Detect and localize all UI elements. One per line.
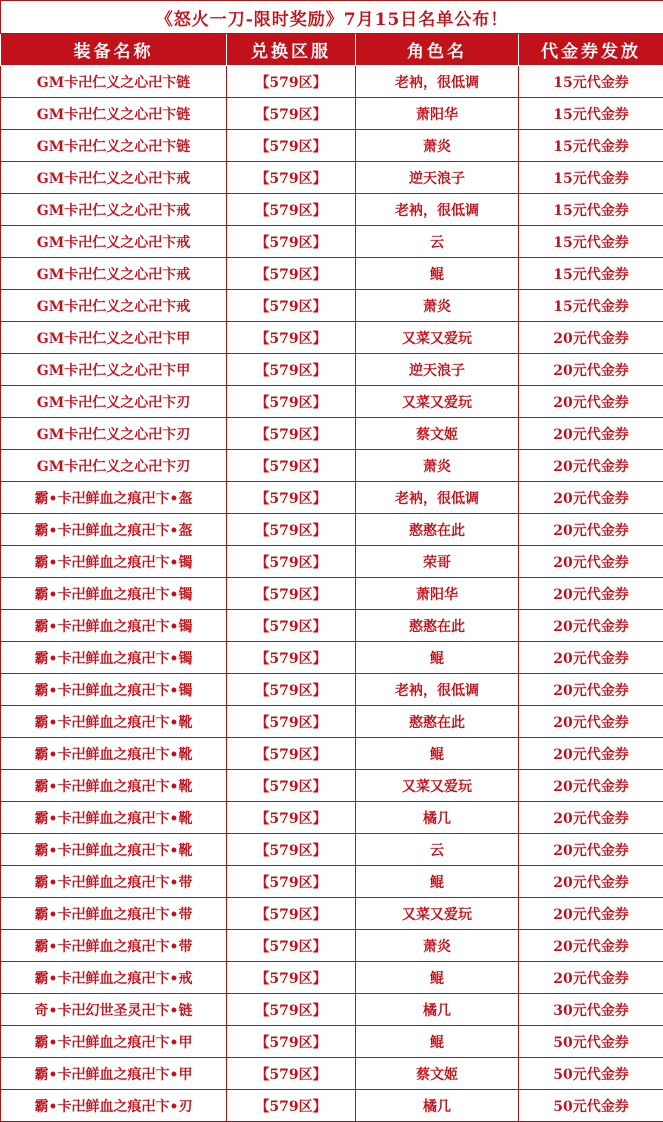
voucher-cell: 20元代金券	[519, 642, 663, 674]
table-row	[1, 994, 663, 1026]
server-cell: 【579区】	[227, 962, 356, 994]
table-row	[1, 674, 663, 706]
table-row	[1, 770, 663, 802]
table-row	[1, 546, 663, 578]
server-cell: 【579区】	[227, 834, 356, 866]
character-name-cell: 又菜又爱玩	[356, 770, 519, 802]
title-row	[1, 1, 663, 34]
server-cell: 【579区】	[227, 1026, 356, 1058]
equipment-name-cell: 霸•卡卍鲜血之痕卍卞•带	[1, 866, 227, 898]
server-cell: 【579区】	[227, 514, 356, 546]
table-row	[1, 482, 663, 514]
table-row	[1, 1026, 663, 1058]
voucher-cell: 15元代金券	[519, 66, 663, 98]
voucher-cell: 20元代金券	[519, 962, 663, 994]
character-name-cell: 老衲，很低调	[356, 194, 519, 226]
column-header-character: 角色名	[356, 34, 519, 66]
table-row	[1, 354, 663, 386]
table-row	[1, 514, 663, 546]
server-cell: 【579区】	[227, 706, 356, 738]
voucher-cell: 20元代金券	[519, 898, 663, 930]
equipment-name-cell: 霸•卡卍鲜血之痕卍卞•刃	[1, 1090, 227, 1122]
character-name-cell: 萧阳华	[356, 98, 519, 130]
column-header-voucher: 代金券发放	[519, 34, 663, 66]
character-name-cell: 逆天浪子	[356, 354, 519, 386]
voucher-cell: 20元代金券	[519, 738, 663, 770]
voucher-cell: 15元代金券	[519, 258, 663, 290]
server-cell: 【579区】	[227, 194, 356, 226]
character-name-cell: 云	[356, 226, 519, 258]
equipment-name-cell: 霸•卡卍鲜血之痕卍卞•靴	[1, 770, 227, 802]
character-name-cell: 蔡文姬	[356, 418, 519, 450]
character-name-cell: 鲲	[356, 1026, 519, 1058]
equipment-name-cell: 霸•卡卍鲜血之痕卍卞•甲	[1, 1058, 227, 1090]
character-name-cell: 憨憨在此	[356, 514, 519, 546]
header-row	[1, 34, 663, 66]
voucher-cell: 15元代金券	[519, 194, 663, 226]
equipment-name-cell: GM卡卍仁义之心卍卞刃	[1, 450, 227, 482]
table-row	[1, 258, 663, 290]
table-row	[1, 290, 663, 322]
server-cell: 【579区】	[227, 994, 356, 1026]
equipment-name-cell: 霸•卡卍鲜血之痕卍卞•镯	[1, 642, 227, 674]
equipment-name-cell: 霸•卡卍鲜血之痕卍卞•镯	[1, 578, 227, 610]
server-cell: 【579区】	[227, 290, 356, 322]
server-cell: 【579区】	[227, 354, 356, 386]
server-cell: 【579区】	[227, 450, 356, 482]
column-header-equipment: 装备名称	[1, 34, 227, 66]
table-row	[1, 706, 663, 738]
server-cell: 【579区】	[227, 418, 356, 450]
character-name-cell: 萧炎	[356, 930, 519, 962]
equipment-name-cell: 霸•卡卍鲜血之痕卍卞•甲	[1, 1026, 227, 1058]
voucher-cell: 20元代金券	[519, 770, 663, 802]
character-name-cell: 橘几	[356, 994, 519, 1026]
character-name-cell: 老衲，很低调	[356, 482, 519, 514]
table-row	[1, 578, 663, 610]
voucher-cell: 15元代金券	[519, 290, 663, 322]
character-name-cell: 鲲	[356, 642, 519, 674]
server-cell: 【579区】	[227, 546, 356, 578]
character-name-cell: 萧炎	[356, 130, 519, 162]
voucher-cell: 20元代金券	[519, 706, 663, 738]
equipment-name-cell: GM卡卍仁义之心卍卞戒	[1, 162, 227, 194]
table-row	[1, 930, 663, 962]
character-name-cell: 萧炎	[356, 290, 519, 322]
voucher-cell: 20元代金券	[519, 386, 663, 418]
server-cell: 【579区】	[227, 130, 356, 162]
table-row	[1, 802, 663, 834]
equipment-name-cell: GM卡卍仁义之心卍卞戒	[1, 258, 227, 290]
equipment-name-cell: GM卡卍仁义之心卍卞刃	[1, 386, 227, 418]
voucher-cell: 50元代金券	[519, 1058, 663, 1090]
voucher-cell: 15元代金券	[519, 162, 663, 194]
equipment-name-cell: 霸•卡卍鲜血之痕卍卞•镯	[1, 674, 227, 706]
server-cell: 【579区】	[227, 98, 356, 130]
character-name-cell: 憨憨在此	[356, 706, 519, 738]
voucher-cell: 20元代金券	[519, 354, 663, 386]
character-name-cell: 萧阳华	[356, 578, 519, 610]
equipment-name-cell: 霸•卡卍鲜血之痕卍卞•靴	[1, 802, 227, 834]
server-cell: 【579区】	[227, 66, 356, 98]
equipment-name-cell: GM卡卍仁义之心卍卞链	[1, 66, 227, 98]
server-cell: 【579区】	[227, 898, 356, 930]
server-cell: 【579区】	[227, 162, 356, 194]
server-cell: 【579区】	[227, 1090, 356, 1122]
character-name-cell: 又菜又爱玩	[356, 386, 519, 418]
voucher-cell: 20元代金券	[519, 322, 663, 354]
table-row	[1, 98, 663, 130]
equipment-name-cell: GM卡卍仁义之心卍卞戒	[1, 290, 227, 322]
voucher-cell: 20元代金券	[519, 866, 663, 898]
server-cell: 【579区】	[227, 578, 356, 610]
column-header-server: 兑换区服	[227, 34, 356, 66]
equipment-name-cell: GM卡卍仁义之心卍卞甲	[1, 354, 227, 386]
equipment-name-cell: 霸•卡卍鲜血之痕卍卞•镯	[1, 610, 227, 642]
table-row	[1, 226, 663, 258]
table-row	[1, 1090, 663, 1122]
voucher-cell: 15元代金券	[519, 130, 663, 162]
equipment-name-cell: GM卡卍仁义之心卍卞链	[1, 130, 227, 162]
equipment-name-cell: 霸•卡卍鲜血之痕卍卞•靴	[1, 706, 227, 738]
character-name-cell: 云	[356, 834, 519, 866]
equipment-name-cell: GM卡卍仁义之心卍卞甲	[1, 322, 227, 354]
server-cell: 【579区】	[227, 930, 356, 962]
voucher-cell: 20元代金券	[519, 578, 663, 610]
character-name-cell: 鲲	[356, 738, 519, 770]
equipment-name-cell: 霸•卡卍鲜血之痕卍卞•带	[1, 930, 227, 962]
equipment-name-cell: 霸•卡卍鲜血之痕卍卞•带	[1, 898, 227, 930]
voucher-cell: 20元代金券	[519, 930, 663, 962]
table-row	[1, 898, 663, 930]
equipment-name-cell: GM卡卍仁义之心卍卞链	[1, 98, 227, 130]
table-row	[1, 66, 663, 98]
voucher-cell: 15元代金券	[519, 226, 663, 258]
table-row	[1, 162, 663, 194]
character-name-cell: 橘几	[356, 1090, 519, 1122]
server-cell: 【579区】	[227, 1058, 356, 1090]
character-name-cell: 又菜又爱玩	[356, 322, 519, 354]
voucher-cell: 20元代金券	[519, 610, 663, 642]
server-cell: 【579区】	[227, 610, 356, 642]
table-row	[1, 322, 663, 354]
table-row	[1, 610, 663, 642]
server-cell: 【579区】	[227, 322, 356, 354]
server-cell: 【579区】	[227, 738, 356, 770]
character-name-cell: 鲲	[356, 258, 519, 290]
voucher-cell: 50元代金券	[519, 1090, 663, 1122]
table-row	[1, 1058, 663, 1090]
server-cell: 【579区】	[227, 674, 356, 706]
character-name-cell: 橘几	[356, 802, 519, 834]
server-cell: 【579区】	[227, 226, 356, 258]
server-cell: 【579区】	[227, 386, 356, 418]
table-row	[1, 738, 663, 770]
character-name-cell: 又菜又爱玩	[356, 898, 519, 930]
table-body	[1, 66, 663, 1122]
voucher-cell: 20元代金券	[519, 450, 663, 482]
voucher-cell: 20元代金券	[519, 482, 663, 514]
voucher-cell: 20元代金券	[519, 674, 663, 706]
table-row	[1, 866, 663, 898]
server-cell: 【579区】	[227, 258, 356, 290]
equipment-name-cell: 奇•卡卍幻世圣灵卍卞•链	[1, 994, 227, 1026]
equipment-name-cell: 霸•卡卍鲜血之痕卍卞•靴	[1, 738, 227, 770]
equipment-name-cell: GM卡卍仁义之心卍卞戒	[1, 226, 227, 258]
character-name-cell: 鲲	[356, 866, 519, 898]
equipment-name-cell: GM卡卍仁义之心卍卞戒	[1, 194, 227, 226]
voucher-cell: 20元代金券	[519, 514, 663, 546]
character-name-cell: 萧炎	[356, 450, 519, 482]
server-cell: 【579区】	[227, 802, 356, 834]
server-cell: 【579区】	[227, 770, 356, 802]
voucher-cell: 20元代金券	[519, 418, 663, 450]
table-row	[1, 834, 663, 866]
voucher-cell: 50元代金券	[519, 1026, 663, 1058]
voucher-cell: 20元代金券	[519, 546, 663, 578]
equipment-name-cell: GM卡卍仁义之心卍卞刃	[1, 418, 227, 450]
voucher-cell: 20元代金券	[519, 802, 663, 834]
equipment-name-cell: 霸•卡卍鲜血之痕卍卞•镯	[1, 546, 227, 578]
table-row	[1, 450, 663, 482]
server-cell: 【579区】	[227, 866, 356, 898]
voucher-cell: 30元代金券	[519, 994, 663, 1026]
page-title: 《怒火一刀-限时奖励》7月15日名单公布！	[1, 1, 663, 34]
character-name-cell: 荣哥	[356, 546, 519, 578]
equipment-name-cell: 霸•卡卍鲜血之痕卍卞•靴	[1, 834, 227, 866]
table-row	[1, 130, 663, 162]
table-row	[1, 418, 663, 450]
voucher-cell: 20元代金券	[519, 834, 663, 866]
character-name-cell: 憨憨在此	[356, 610, 519, 642]
character-name-cell: 逆天浪子	[356, 162, 519, 194]
table-row	[1, 386, 663, 418]
character-name-cell: 蔡文姬	[356, 1058, 519, 1090]
server-cell: 【579区】	[227, 642, 356, 674]
table-row	[1, 642, 663, 674]
equipment-name-cell: 霸•卡卍鲜血之痕卍卞•盔	[1, 514, 227, 546]
voucher-cell: 15元代金券	[519, 98, 663, 130]
equipment-name-cell: 霸•卡卍鲜血之痕卍卞•戒	[1, 962, 227, 994]
table-row	[1, 962, 663, 994]
character-name-cell: 鲲	[356, 962, 519, 994]
table-row	[1, 194, 663, 226]
equipment-name-cell: 霸•卡卍鲜血之痕卍卞•盔	[1, 482, 227, 514]
character-name-cell: 老衲，很低调	[356, 674, 519, 706]
server-cell: 【579区】	[227, 482, 356, 514]
character-name-cell: 老衲，很低调	[356, 66, 519, 98]
